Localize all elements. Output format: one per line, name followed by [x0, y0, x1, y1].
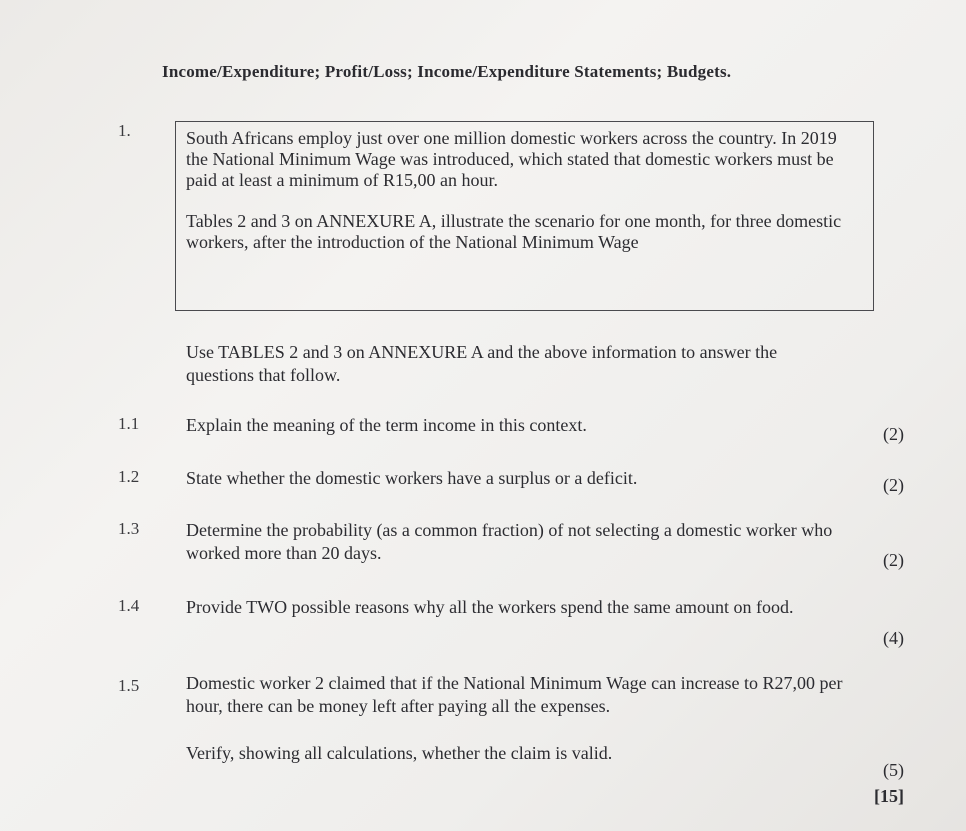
sub-question-1-2-paragraph: State whether the domestic workers have a surplus or a deficit. — [186, 468, 638, 488]
marks-1-3: (2) — [883, 550, 904, 570]
marks-1-5: (5) — [883, 760, 904, 780]
sub-question-1-4-paragraph: Provide TWO possible reasons why all the workers spend the same amount on food. — [186, 597, 794, 617]
sub-question-number-1-4: 1.4 — [118, 596, 140, 615]
info-box — [175, 121, 874, 311]
marks-1-4: (4) — [883, 628, 904, 648]
sub-question-number-1-3: 1.3 — [118, 519, 140, 538]
sub-question-number-1-5: 1.5 — [118, 676, 140, 695]
sub-question-text-1-4 — [186, 596, 856, 619]
marks-1-1: (2) — [883, 424, 904, 444]
sub-question-1-3-paragraph: Determine the probability (as a common fraction) of not selecting a domestic worker who worked more than 20 days. — [186, 520, 833, 563]
sub-question-text-1-5-verify — [186, 742, 786, 765]
total-marks: [15] — [874, 786, 904, 806]
question-number: 1. — [118, 121, 131, 140]
sub-question-text-1-1 — [186, 414, 826, 437]
sub-question-1-5-verify-paragraph: Verify, showing all calculations, whether the claim is valid. — [186, 743, 613, 763]
instruction-text — [186, 341, 826, 387]
sub-question-text-1-2 — [186, 467, 826, 490]
sub-question-1-1-paragraph: Explain the meaning of the term income in this context. — [186, 415, 587, 435]
sub-question-text-1-3 — [186, 519, 866, 565]
info-paragraph-2: Tables 2 and 3 on ANNEXURE A, illustrate the scenario for one month, for three domestic workers, after the introduction of the National Minimum Wage — [186, 211, 842, 252]
sub-question-number-1-1: 1.1 — [118, 414, 140, 433]
info-paragraph-1: South Africans employ just over one million domestic workers across the country. In 2019 the National Minimum Wage was introduced, which stated that domestic workers must be paid at least a minimum of R15,00 an hour. — [186, 128, 837, 190]
sub-question-number-1-2: 1.2 — [118, 467, 140, 486]
sub-question-text-1-5 — [186, 672, 866, 718]
instruction-paragraph: Use TABLES 2 and 3 on ANNEXURE A and the above information to answer the questions that follow. — [186, 342, 778, 385]
marks-1-2: (2) — [883, 475, 904, 495]
section-heading: Income/Expenditure; Profit/Loss; Income/Expenditure Statements; Budgets. — [162, 62, 732, 81]
sub-question-1-5-paragraph: Domestic worker 2 claimed that if the National Minimum Wage can increase to R27,00 per hour, there can be money left after paying all the expenses. — [186, 673, 843, 716]
